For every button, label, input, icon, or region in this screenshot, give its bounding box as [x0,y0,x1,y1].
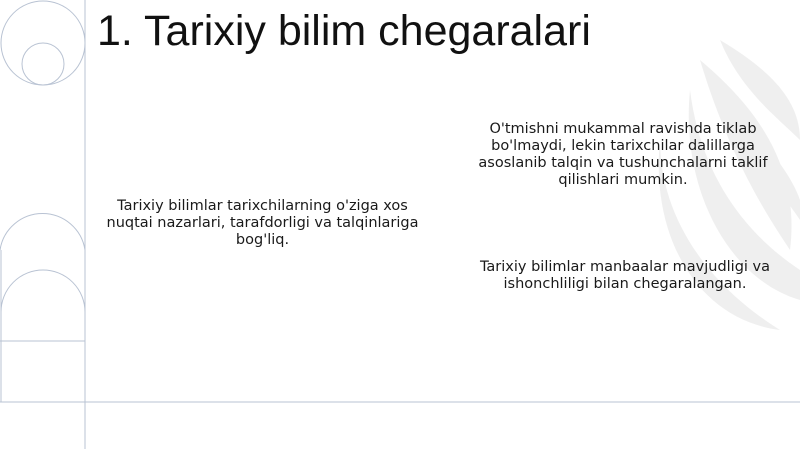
slide-title: 1. Tarixiy bilim chegaralari [97,7,591,55]
paragraph-perspectives: Tarixiy bilimlar tarixchilarning o'ziga xos nuqtai nazarlari, tarafdorligi va talqinlariga bog'liq. [106,198,419,248]
paragraph-reconstruction: O'tmishni mukammal ravishda tiklab bo'lmaydi, lekin tarixchilar dalillarga asoslanib talqin va tushunchalarni taklif qilishlari mumkin. [478,121,768,188]
paragraph-sources: Tarixiy bilimlar manbaalar mavjudligi va ishonchliligi bilan chegaralangan. [479,259,771,292]
